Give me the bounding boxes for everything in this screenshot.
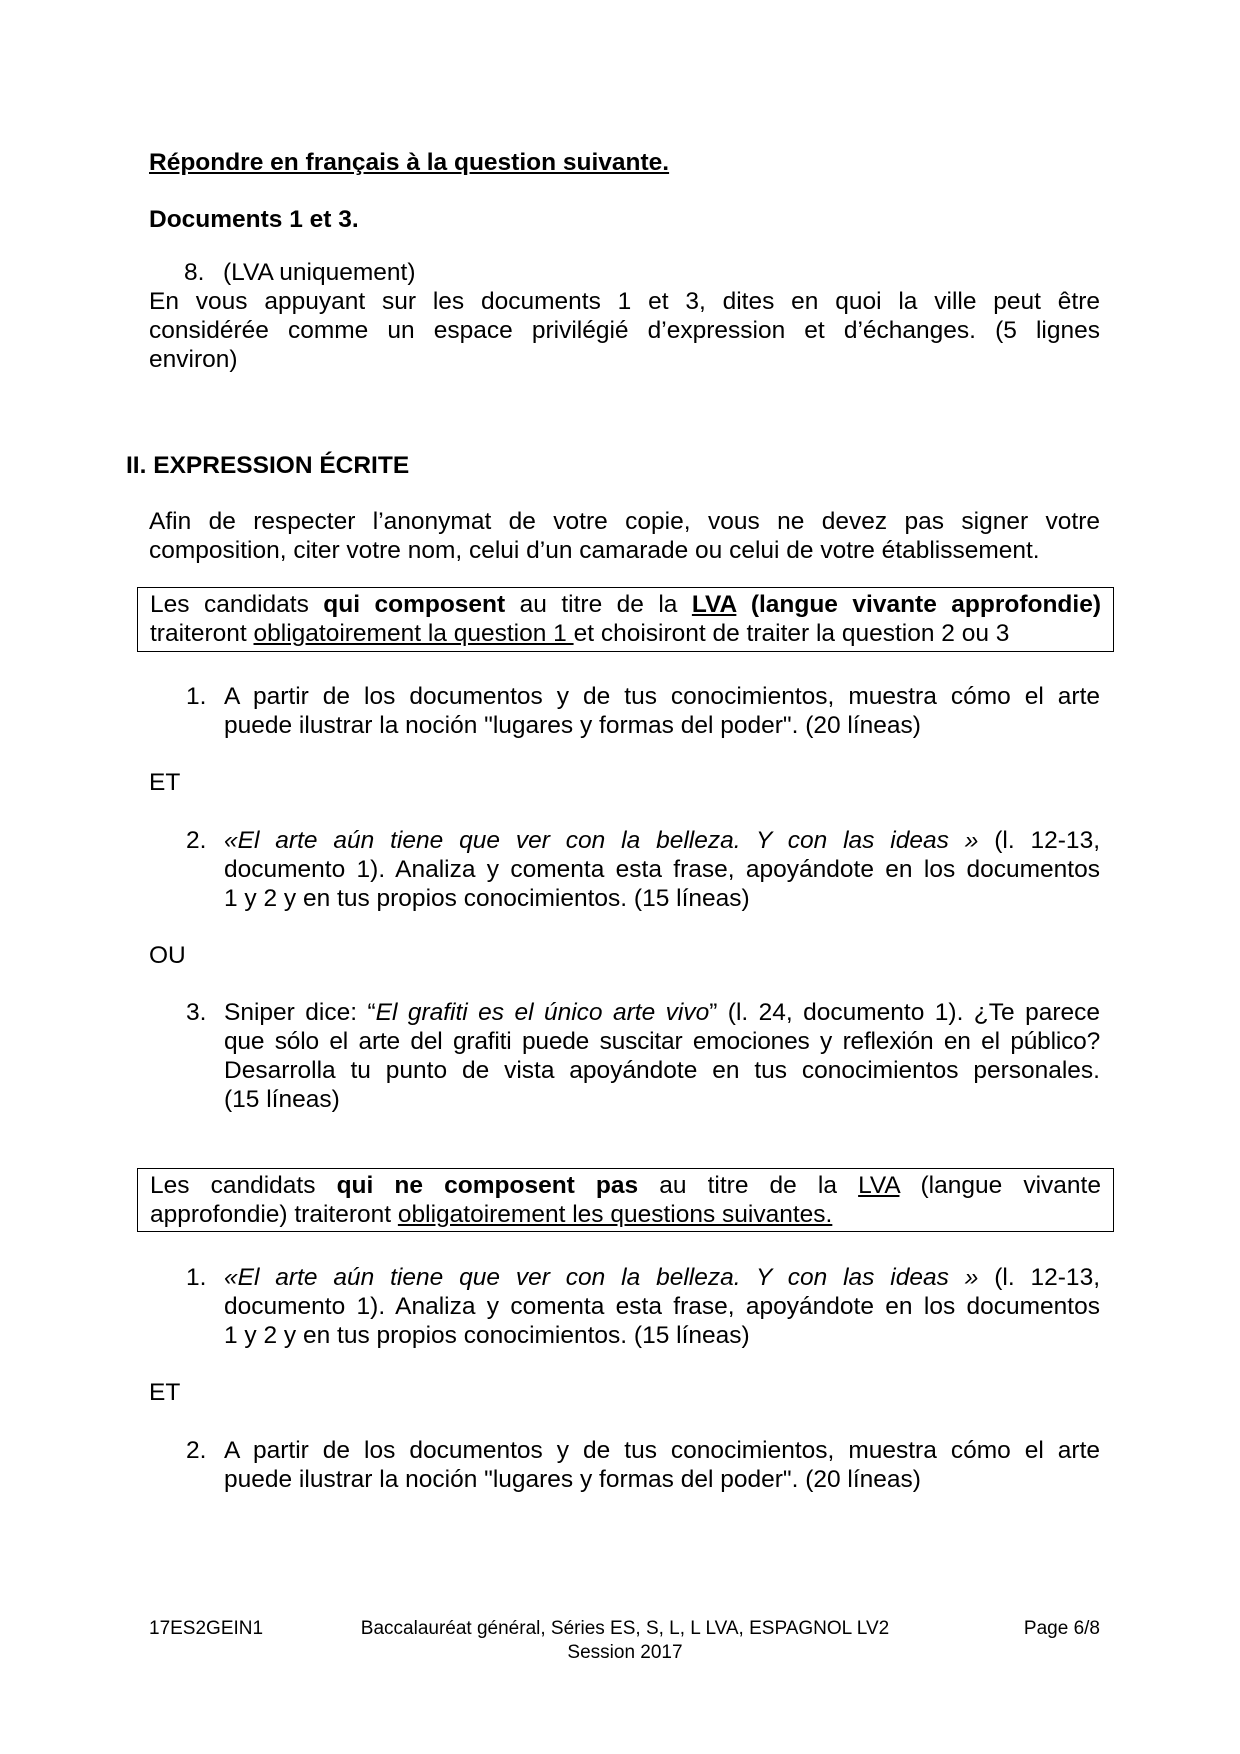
lva-question-1-line-2: puede ilustrar la noción "lugares y formas del poder". (20 líneas) xyxy=(224,712,921,739)
footer-session: Session 2017 xyxy=(567,1642,683,1663)
footer-page-number: Page 6/8 xyxy=(1023,1618,1100,1639)
question-8-line-3: environ) xyxy=(149,346,238,373)
anonymity-notice-line-1: Afin de respecter l’anonymat de votre copie, vous ne devez pas signer votre xyxy=(149,508,1100,535)
lva-question-3-line-3: Desarrolla tu punto de vista apoyándote en tus conocimientos personales. xyxy=(224,1057,1100,1084)
lva-question-3-line-1: Sniper dice: “El grafiti es el único arte vivo” (l. 24, documento 1). ¿Te parece xyxy=(224,999,1100,1026)
non-lva-box-line-1: Les candidats qui ne composent pas au titre de la LVA (langue vivante xyxy=(150,1172,1101,1199)
documents-label: Documents 1 et 3. xyxy=(149,206,359,233)
question-8-line-2: considérée comme un espace privilégié d’expression et d’échanges. (5 lignes xyxy=(149,317,1100,344)
et-separator: ET xyxy=(149,769,181,796)
lva-question-1-line-1: A partir de los documentos y de tus conocimientos, muestra cómo el arte xyxy=(224,683,1100,710)
non-lva-question-1-line-2: documento 1). Analiza y comenta esta frase, apoyándote en los documentos xyxy=(224,1293,1100,1320)
instruction-heading: Répondre en français à la question suivante. xyxy=(149,149,670,176)
non-lva-question-1-line-1: «El arte aún tiene que ver con la belleza. Y con las ideas » (l. 12-13, xyxy=(224,1264,1100,1291)
footer-title: Baccalauréat général, Séries ES, S, L, L LVA, ESPAGNOL LV2 xyxy=(360,1618,890,1639)
non-lva-question-1-number: 1. xyxy=(186,1264,207,1291)
footer-code: 17ES2GEIN1 xyxy=(149,1618,264,1639)
lva-box-line-2: traiteront obligatoirement la question 1 et choisiront de traiter la question 2 ou 3 xyxy=(150,620,1010,647)
non-lva-question-2-line-1: A partir de los documentos y de tus conocimientos, muestra cómo el arte xyxy=(224,1437,1100,1464)
lva-question-3-line-2: que sólo el arte del grafiti puede suscitar emociones y reflexión en el público? xyxy=(224,1028,1100,1055)
lva-question-2-number: 2. xyxy=(186,827,207,854)
lva-question-1-number: 1. xyxy=(186,683,207,710)
anonymity-notice-line-2: composition, citer votre nom, celui d’un camarade ou celui de votre établissement. xyxy=(149,537,1040,564)
non-lva-instructions-box xyxy=(137,1168,1114,1232)
question-8-line-1: En vous appuyant sur les documents 1 et 3, dites en quoi la ville peut être xyxy=(149,288,1100,315)
question-8-number: 8. xyxy=(184,259,205,286)
non-lva-question-1-line-3: 1 y 2 y en tus propios conocimientos. (15 líneas) xyxy=(224,1322,750,1349)
non-lva-question-2-line-2: puede ilustrar la noción "lugares y formas del poder". (20 líneas) xyxy=(224,1466,921,1493)
lva-question-2-line-2: documento 1). Analiza y comenta esta frase, apoyándote en los documentos xyxy=(224,856,1100,883)
lva-box-line-1: Les candidats qui composent au titre de la LVA (langue vivante approfondie) xyxy=(150,591,1101,618)
lva-question-3-line-4: (15 líneas) xyxy=(224,1086,340,1113)
ou-separator: OU xyxy=(149,942,186,969)
section-heading-expression-ecrite: II. EXPRESSION ÉCRITE xyxy=(126,452,410,479)
et-separator-2: ET xyxy=(149,1379,181,1406)
non-lva-box-line-2: approfondie) traiteront obligatoirement les questions suivantes. xyxy=(150,1201,833,1228)
lva-question-3-number: 3. xyxy=(186,999,207,1026)
non-lva-question-2-number: 2. xyxy=(186,1437,207,1464)
lva-question-2-line-1: «El arte aún tiene que ver con la belleza. Y con las ideas » (l. 12-13, xyxy=(224,827,1100,854)
lva-instructions-box xyxy=(137,587,1114,652)
question-8-title: (LVA uniquement) xyxy=(223,259,416,286)
lva-question-2-line-3: 1 y 2 y en tus propios conocimientos. (15 líneas) xyxy=(224,885,750,912)
